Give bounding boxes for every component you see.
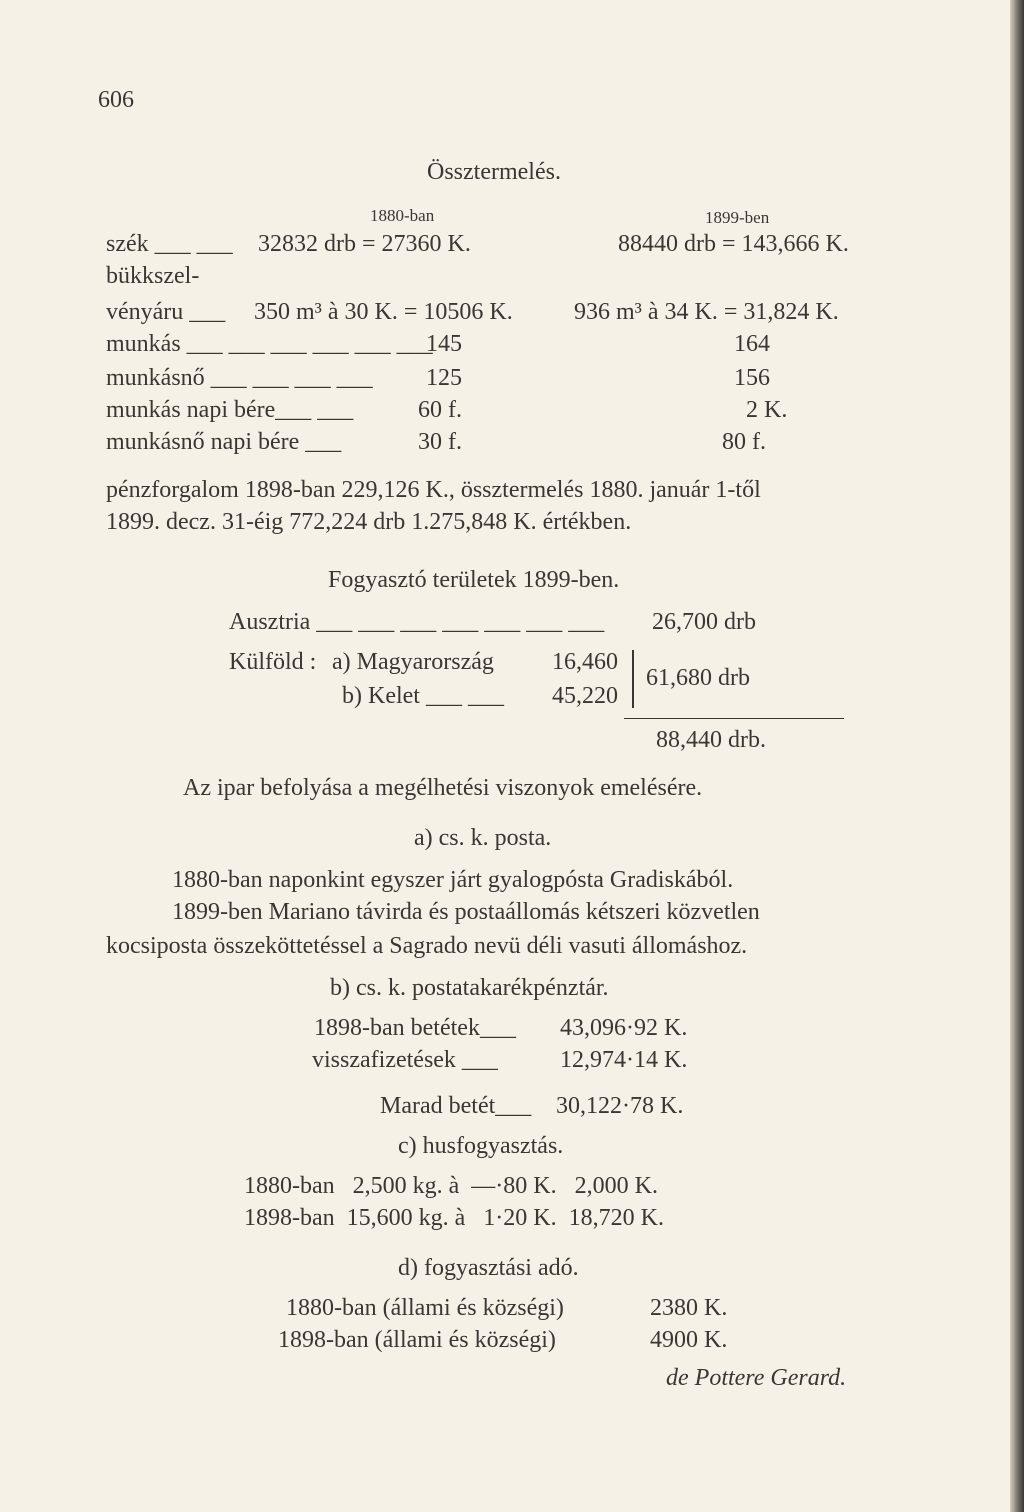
row-value-munkasno-1880: 125 [426,365,462,391]
takarek-betetek-label: 1898-ban betétek___ [314,1015,516,1041]
column-header-1899: 1899-ben [705,208,770,227]
kulfold-b-label: b) Kelet ___ ___ [342,683,504,709]
row-label-venyaru: vényáru ___ [106,299,226,325]
kulfold-bracket [632,650,639,708]
signature: de Pottere Gerard. [666,1365,847,1391]
kulfold-total: 61,680 drb [646,665,750,691]
kulfold-label: Külföld : [229,649,317,675]
row-label-munkas: munkás ___ ___ ___ ___ ___ ___ [106,331,433,357]
row-label-munkas-napi-bere: munkás napi bére___ ___ [106,397,354,423]
section-title-fogyaszto: Fogyasztó területek 1899-ben. [328,567,620,593]
posta-line-3: kocsiposta összeköttetéssel a Sagrado nevü déli vasuti állomáshoz. [106,933,748,959]
row-value-venyaru-1899: 936 m³ à 34 K. = 31,824 K. [574,299,839,325]
row-value-szek-1880: 32832 drb = 27360 K. [258,231,471,257]
hus-row-1880: 1880-ban 2,500 kg. à —·80 K. 2,000 K. [244,1173,658,1199]
row-value-munkas-napi-bere-1880: 60 f. [418,397,462,423]
row-value-munkasno-1899: 156 [734,365,770,391]
kulfold-a-value: 16,460 [552,649,618,675]
hus-heading: c) husfogyasztás. [398,1133,564,1159]
ausztria-label: Ausztria ___ ___ ___ ___ ___ ___ ___ [229,609,605,635]
ado-row-1880-label: 1880-ban (állami és községi) [286,1295,564,1321]
takarek-marad-label: Marad betét___ [380,1093,532,1119]
row-value-munkas-1880: 145 [426,331,462,357]
page-edge [1010,0,1024,1512]
section-title-osszetermeles: Össztermelés. [427,159,561,185]
row-value-munkas-1899: 164 [734,331,770,357]
kulfold-a-label: a) Magyarország [332,649,494,675]
row-label-szek: szék ___ ___ [106,231,233,257]
penzforgalom-line-1: pénzforgalom 1898-ban 229,126 K., össztermelés 1880. január 1-től [106,477,761,503]
kulfold-b-value: 45,220 [552,683,618,709]
page-number: 606 [98,87,134,113]
sum-rule [624,718,844,719]
row-value-munkas-napi-bere-1899: 2 K. [746,397,788,423]
hus-row-1898: 1898-ban 15,600 kg. à 1·20 K. 18,720 K. [244,1205,664,1231]
takarek-marad-value: 30,122·78 K. [556,1093,684,1119]
takarek-visszafizetesek-value: 12,974·14 K. [560,1047,688,1073]
penzforgalom-line-2: 1899. decz. 31-éig 772,224 drb 1.275,848 K. értékben. [106,509,632,535]
posta-line-2: 1899-ben Mariano távirda és postaállomás kétszeri közvetlen [172,899,760,925]
ado-row-1880-value: 2380 K. [650,1295,728,1321]
takarek-heading: b) cs. k. postatakarékpénztár. [330,975,609,1001]
ipar-heading: Az ipar befolyása a megélhetési viszonyok emelésére. [183,775,703,801]
takarek-betetek-value: 43,096·92 K. [560,1015,688,1041]
ausztria-value: 26,700 drb [652,609,756,635]
row-value-munkasno-napi-bere-1899: 80 f. [722,429,766,455]
row-value-szek-1899: 88440 drb = 143,666 K. [618,231,849,257]
row-label-munkasno: munkásnő ___ ___ ___ ___ [106,365,373,391]
posta-line-1: 1880-ban naponkint egyszer járt gyalogpósta Gradiskából. [172,867,734,893]
row-label-bukkszel: bükkszel- [106,263,200,289]
ado-heading: d) fogyasztási adó. [398,1255,579,1281]
row-value-venyaru-1880: 350 m³ à 30 K. = 10506 K. [254,299,513,325]
ado-row-1898-value: 4900 K. [650,1327,728,1353]
grand-total: 88,440 drb. [656,727,766,753]
row-label-munkasno-napi-bere: munkásnő napi bére ___ [106,429,342,455]
posta-heading: a) cs. k. posta. [414,825,552,851]
column-header-1880: 1880-ban [370,206,435,225]
row-value-munkasno-napi-bere-1880: 30 f. [418,429,462,455]
ado-row-1898-label: 1898-ban (állami és községi) [278,1327,556,1353]
takarek-visszafizetesek-label: visszafizetések ___ [312,1047,498,1073]
